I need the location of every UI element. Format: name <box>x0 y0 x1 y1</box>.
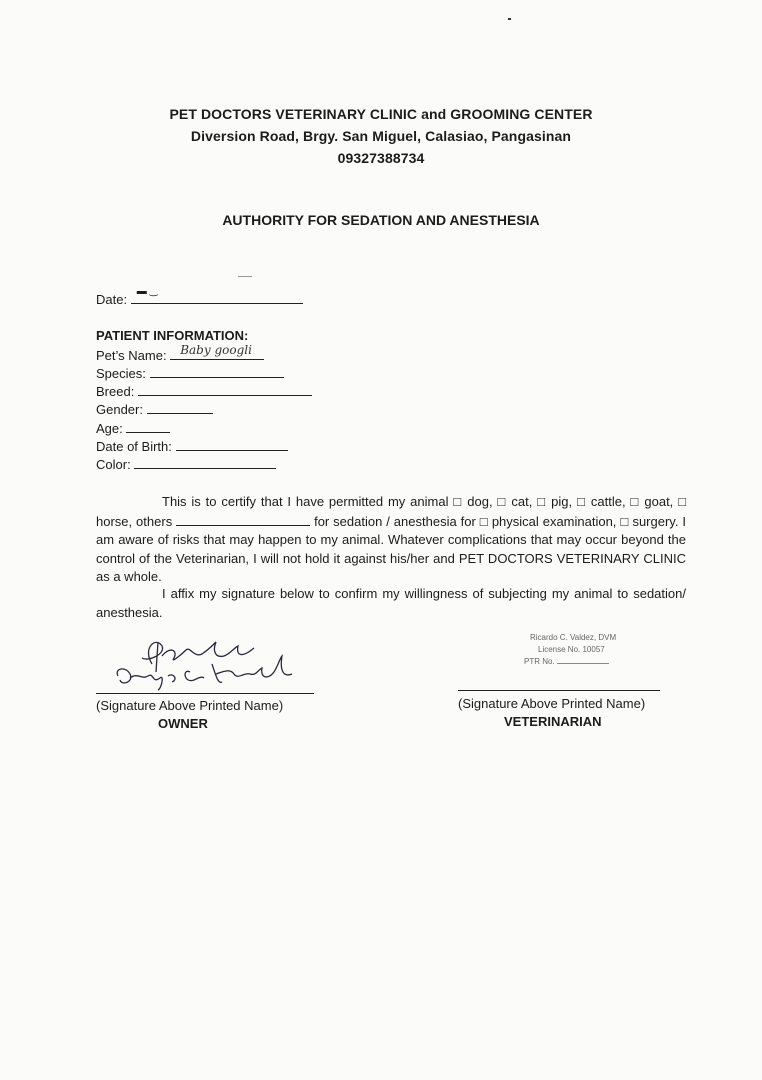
vet-stamp-license: License No. 10057 <box>538 645 605 654</box>
owner-signature-caption: (Signature Above Printed Name) <box>96 698 284 713</box>
patient-info-heading: PATIENT INFORMATION: <box>96 328 249 343</box>
vet-role-label: VETERINARIAN <box>504 714 602 729</box>
age-field[interactable] <box>126 419 170 433</box>
date-label: Date: <box>96 292 128 307</box>
owner-signature-line[interactable] <box>96 693 314 694</box>
date-row <box>96 286 303 308</box>
age-row <box>96 419 170 437</box>
affirmation-paragraph: I affix my signature below to confirm my willingness of subjecting my animal to sedation/ anesthesia. <box>96 586 686 620</box>
pet-name-label: Pet’s Name: <box>96 348 167 363</box>
breed-field[interactable] <box>138 382 312 396</box>
color-row <box>96 455 276 473</box>
others-field[interactable] <box>176 512 310 526</box>
species-field[interactable] <box>150 364 284 378</box>
document-title: AUTHORITY FOR SEDATION AND ANESTHESIA <box>222 212 540 228</box>
gender-field[interactable] <box>147 400 213 414</box>
species-row <box>96 364 284 382</box>
dob-label: Date of Birth: <box>96 439 172 454</box>
date-scribble: ▬ ‿ <box>136 286 158 297</box>
species-label: Species: <box>96 366 146 381</box>
date-field[interactable] <box>131 286 303 304</box>
dob-field[interactable] <box>176 437 288 451</box>
vet-stamp-ptr-label: PTR No. <box>524 657 555 666</box>
vet-signature-caption: (Signature Above Printed Name) <box>458 696 646 711</box>
breed-row <box>96 382 312 400</box>
certification-paragraph <box>96 493 686 587</box>
pet-name-field[interactable] <box>170 343 264 360</box>
vet-stamp-name: Ricardo C. Valdez, DVM <box>530 633 617 642</box>
pet-name-value: Baby googli <box>180 343 252 357</box>
owner-role-label: OWNER <box>158 716 208 731</box>
scan-speck <box>238 276 252 277</box>
clinic-name: PET DOCTORS VETERINARY CLINIC and GROOMING CENTER <box>169 106 593 122</box>
breed-label: Breed: <box>96 384 135 399</box>
scan-speck <box>508 18 511 20</box>
gender-row <box>96 400 213 418</box>
color-field[interactable] <box>134 455 276 469</box>
age-label: Age: <box>96 421 123 436</box>
gender-label: Gender: <box>96 402 143 417</box>
dob-row <box>96 437 288 455</box>
clinic-phone: 09327388734 <box>337 150 425 166</box>
color-label: Color: <box>96 457 131 472</box>
vet-stamp-ptr <box>524 656 609 667</box>
certification-text-a: This is to certify that I have permitted my animal □ dog, □ cat, □ pig, □ cattle, □ goat, □ horse, others <box>96 494 686 529</box>
vet-signature-line[interactable] <box>458 690 660 691</box>
pet-name-row <box>96 343 264 364</box>
clinic-address: Diversion Road, Brgy. San Miguel, Calasiao, Pangasinan <box>190 128 572 144</box>
certification-text-b: for sedation / anesthesia for □ physical examination, □ surgery. I am aware of risks that may happen to my animal. Whatever complications that may occur beyond the control of the Veterinarian, I will not hold it against his/her and PET DOCTORS VETERINARY CLINIC as a whole. <box>96 513 686 584</box>
owner-signature-image <box>112 628 312 694</box>
